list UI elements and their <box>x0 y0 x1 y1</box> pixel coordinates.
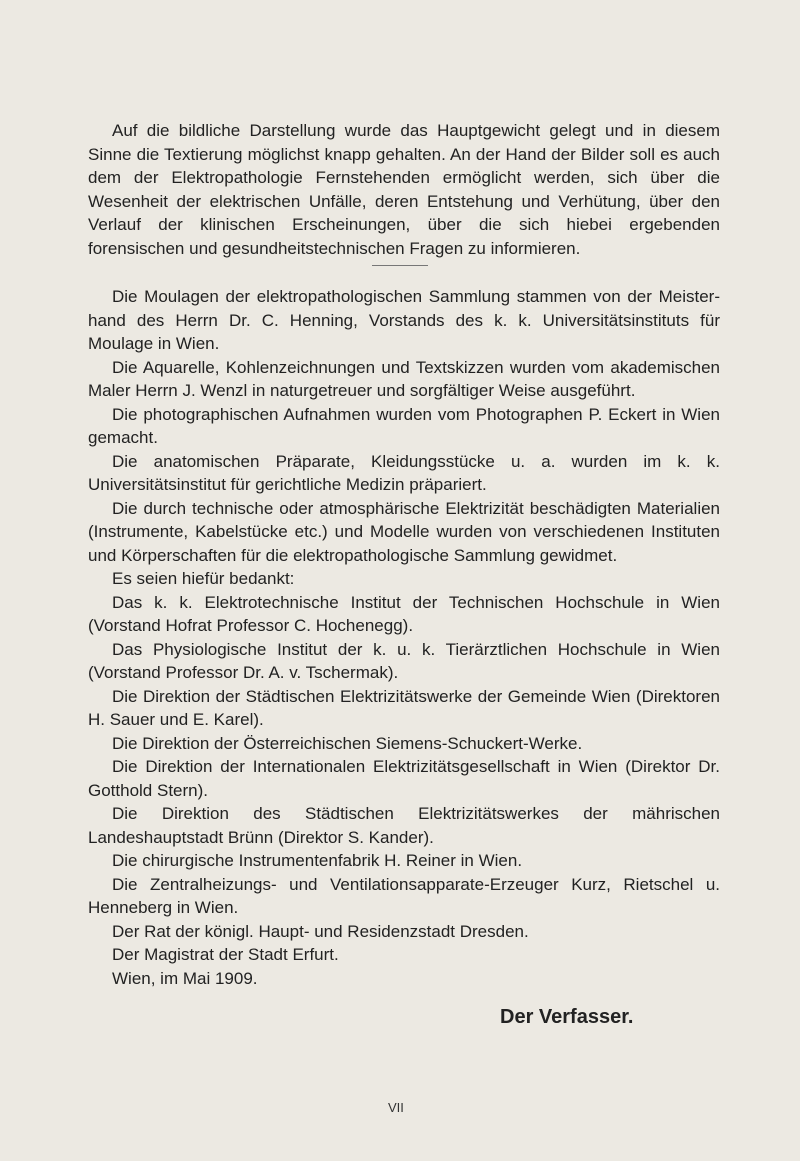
credits-section <box>88 285 720 990</box>
credit-praeparate: Die anatomischen Präparate, Kleidungsstücke u. a. wurden im k. k. Universitätsinstitut für gerichtliche Medizin präpariert. <box>88 451 720 494</box>
section-divider <box>372 265 428 266</box>
thanks-line: Es seien hiefür bedankt: <box>112 569 295 588</box>
credit-moulagen: Die Moulagen der elektropathologischen Sammlung stammen von der Meisterhand des Herrn Dr. C. Henning, Vorstands des k. k. Universitätsinstituts für Moulage in Wien. <box>88 287 720 353</box>
page-number: VII <box>388 1100 404 1115</box>
thanks-bruenn: Die Direktion des Städtischen Elektrizitätswerkes der mährischen Landeshauptstadt Brünn (Direktor S. Kander). <box>88 804 720 847</box>
author-signature: Der Verfasser. <box>500 1006 634 1028</box>
intro-paragraph: Auf die bildliche Darstellung wurde das Hauptgewicht gelegt und in diesem Sinne die Textierung möglichst knapp gehalten. An der Hand der Bilder soll es auch dem der Elektropathologie Fernstehenden ermöglicht werden, sich über die Wesenheit der elektrischen Unfälle, deren Entstehung und Verhütung, über den Verlauf der klinischen Erscheinungen, über die sich hiebei ergebenden forensischen und gesundheitstechnischen Fragen zu informieren. <box>88 121 720 258</box>
thanks-siemens-schuckert: Die Direktion der Österreichischen Siemens-Schuckert-Werke. <box>112 733 583 753</box>
thanks-staedtische-elektrizitaetswerke: Die Direktion der Städtischen Elektrizitätswerke der Gemeinde Wien (Direktoren H. Sauer und E. Karel). <box>88 686 720 729</box>
thanks-physiologisches-institut: Das Physiologische Institut der k. u. k. Tierärztlichen Hochschule in Wien (Vorstand Professor Dr. A. v. Tschermak). <box>88 639 720 682</box>
thanks-elektrotechnisches-institut: Das k. k. Elektrotechnische Institut der Technischen Hochschule in Wien (Vorstand Hofrat Professor C. Hochenegg). <box>88 592 720 635</box>
thanks-instrumentenfabrik: Die chirurgische Instrumentenfabrik H. Reiner in Wien. <box>112 851 523 870</box>
thanks-zentralheizung: Die Zentralheizungs- und Ventilationsapparate-Erzeuger Kurz, Rietschel u. Henneberg in Wien. <box>88 874 720 917</box>
thanks-dresden: Der Rat der königl. Haupt- und Residenzstadt Dresden. <box>112 921 529 941</box>
thanks-erfurt: Der Magistrat der Stadt Erfurt. <box>112 945 339 964</box>
credit-aquarelle: Die Aquarelle, Kohlenzeichnungen und Textskizzen wurden vom akademischen Maler Herrn J. Wenzl in naturgetreuer und sorgfältiger Weise ausgeführt. <box>88 357 720 400</box>
thanks-internationale-elektrizitaetsgesellschaft: Die Direktion der Internationalen Elektrizitätsgesellschaft in Wien (Direktor Dr. Gotthold Stern). <box>88 757 720 800</box>
place-date-line: Wien, im Mai 1909. <box>112 968 258 988</box>
credit-materialien: Die durch technische oder atmosphärische Elektrizität beschädigten Materialien (Instrumente, Kabelstücke etc.) und Modelle wurden von verschiedenen Instituten und Körperschaften für die elektropathologische Sammlung gewidmet. <box>88 498 720 565</box>
credit-photographien: Die photographischen Aufnahmen wurden vom Photographen P. Eckert in Wien gemacht. <box>88 404 720 447</box>
intro-section <box>88 119 720 260</box>
